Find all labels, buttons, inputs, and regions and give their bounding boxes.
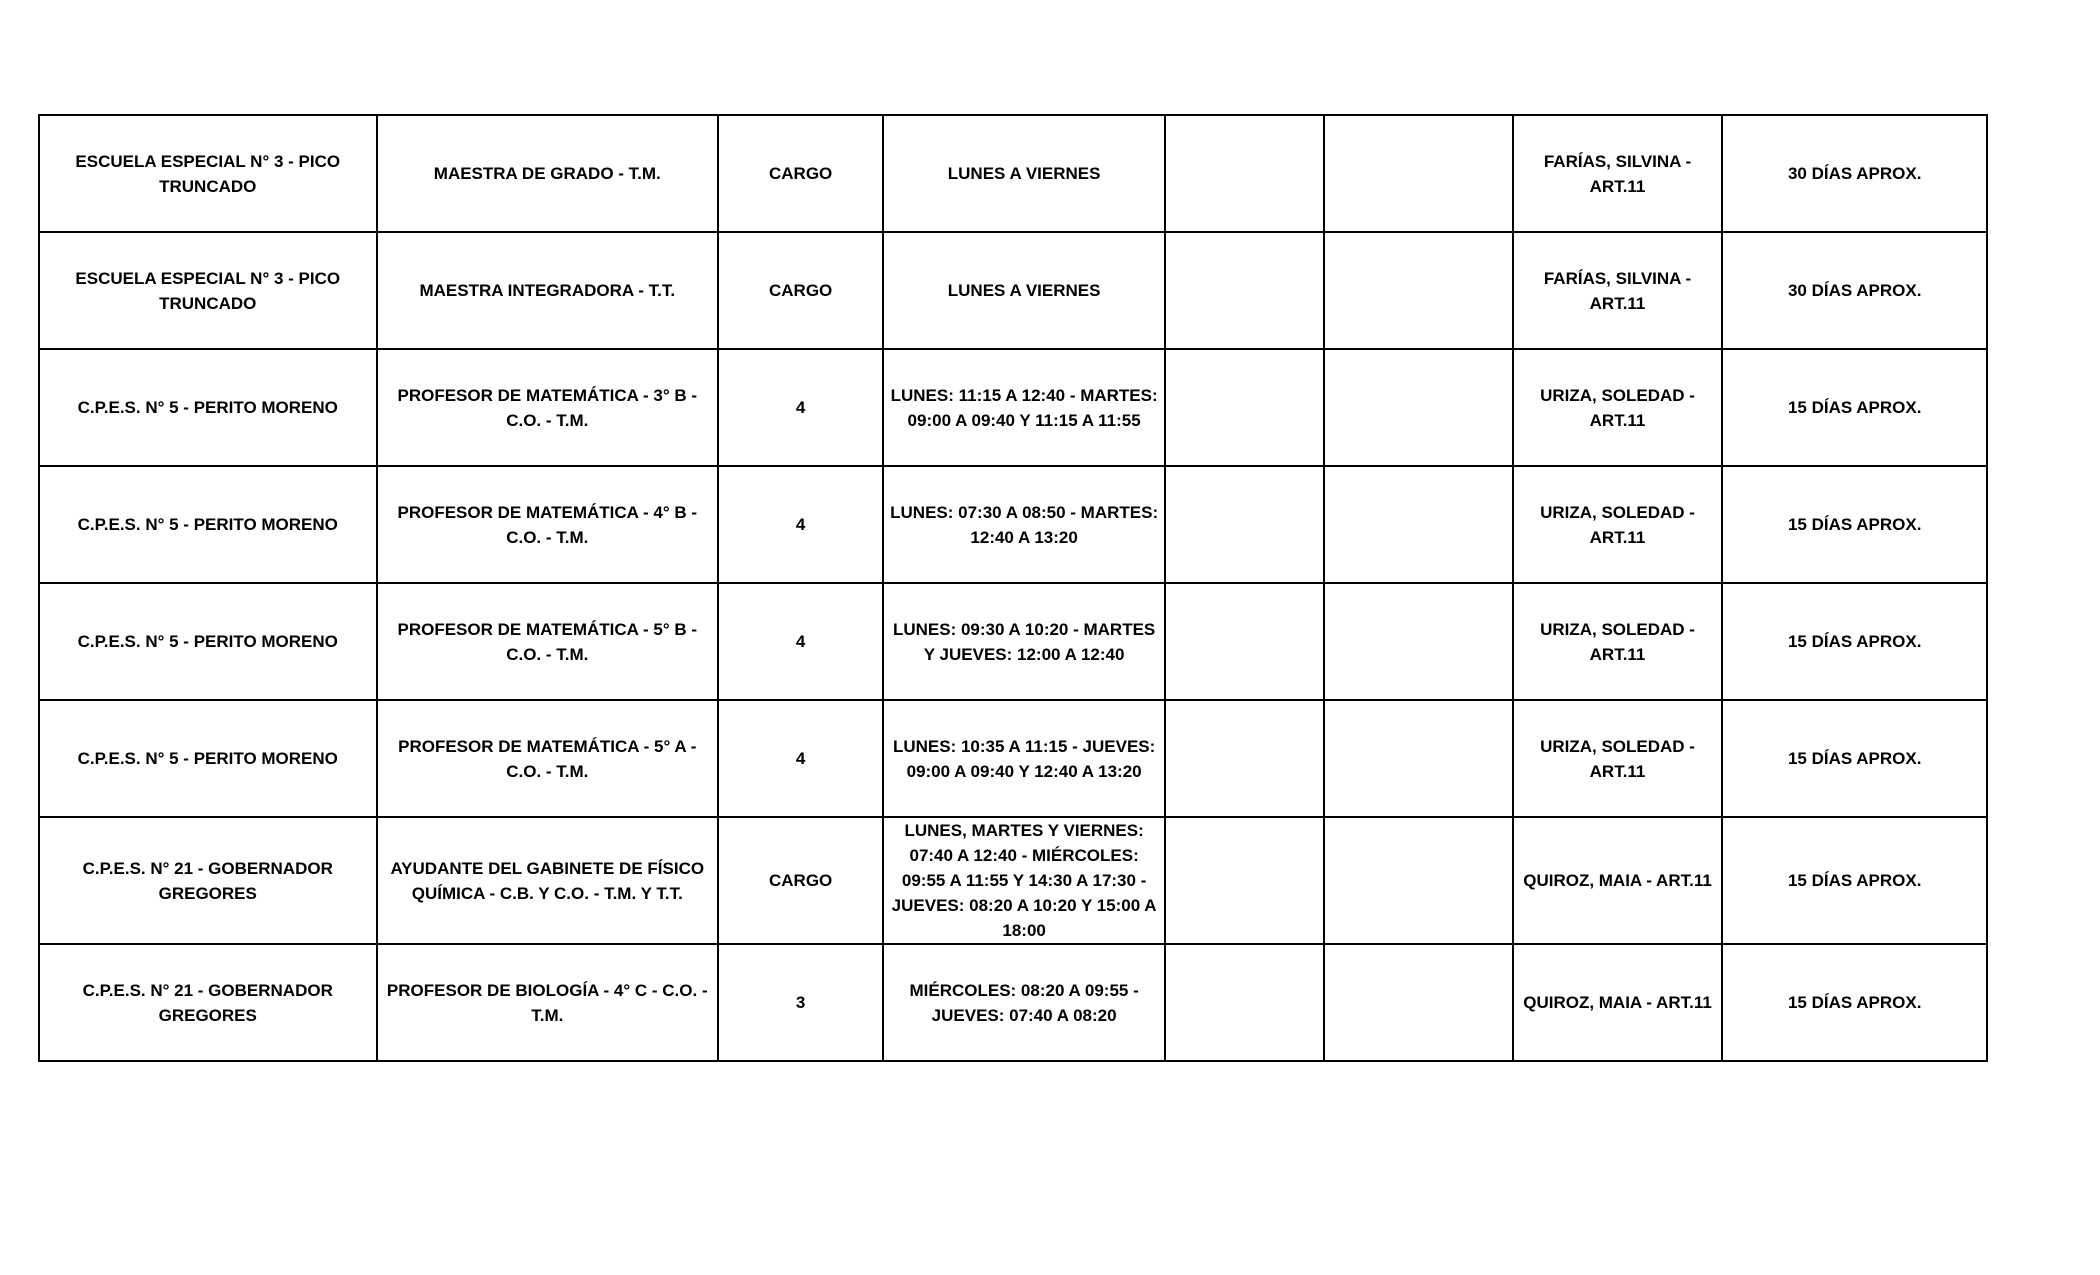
duration-cell: 15 DÍAS APROX. <box>1722 466 1987 583</box>
schedule-cell: LUNES: 10:35 A 11:15 - JUEVES: 09:00 A 09:40 Y 12:40 A 13:20 <box>883 700 1165 817</box>
hours-cell: 4 <box>718 349 883 466</box>
hours-cell: 4 <box>718 700 883 817</box>
duration-cell: 15 DÍAS APROX. <box>1722 944 1987 1061</box>
position-cell: PROFESOR DE MATEMÁTICA - 5° B - C.O. - T.M. <box>377 583 719 700</box>
position-cell: MAESTRA DE GRADO - T.M. <box>377 115 719 232</box>
empty-cell <box>1165 349 1324 466</box>
empty-cell <box>1324 349 1513 466</box>
school-cell: ESCUELA ESPECIAL N° 3 - PICO TRUNCADO <box>39 115 377 232</box>
table-row <box>39 700 1987 817</box>
duration-cell: 15 DÍAS APROX. <box>1722 700 1987 817</box>
table-row <box>39 349 1987 466</box>
schedule-cell: LUNES A VIERNES <box>883 115 1165 232</box>
school-cell: C.P.E.S. N° 21 - GOBERNADOR GREGORES <box>39 944 377 1061</box>
holder-cell: URIZA, SOLEDAD - ART.11 <box>1513 349 1723 466</box>
school-cell: C.P.E.S. N° 5 - PERITO MORENO <box>39 583 377 700</box>
holder-cell: QUIROZ, MAIA - ART.11 <box>1513 944 1723 1061</box>
schedule-cell: LUNES: 07:30 A 08:50 - MARTES: 12:40 A 13:20 <box>883 466 1165 583</box>
schedule-cell: LUNES: 11:15 A 12:40 - MARTES: 09:00 A 09:40 Y 11:15 A 11:55 <box>883 349 1165 466</box>
empty-cell <box>1324 232 1513 349</box>
duration-cell: 15 DÍAS APROX. <box>1722 817 1987 944</box>
school-cell: C.P.E.S. N° 5 - PERITO MORENO <box>39 700 377 817</box>
empty-cell <box>1324 583 1513 700</box>
hours-cell: 4 <box>718 466 883 583</box>
position-cell: PROFESOR DE MATEMÁTICA - 3° B - C.O. - T.M. <box>377 349 719 466</box>
empty-cell <box>1165 232 1324 349</box>
position-cell: PROFESOR DE MATEMÁTICA - 5° A - C.O. - T.M. <box>377 700 719 817</box>
empty-cell <box>1324 700 1513 817</box>
school-cell: C.P.E.S. N° 5 - PERITO MORENO <box>39 349 377 466</box>
school-cell: ESCUELA ESPECIAL N° 3 - PICO TRUNCADO <box>39 232 377 349</box>
school-cell: C.P.E.S. N° 5 - PERITO MORENO <box>39 466 377 583</box>
table-row <box>39 944 1987 1061</box>
empty-cell <box>1324 466 1513 583</box>
empty-cell <box>1165 944 1324 1061</box>
schedule-cell: MIÉRCOLES: 08:20 A 09:55 - JUEVES: 07:40 A 08:20 <box>883 944 1165 1061</box>
holder-cell: QUIROZ, MAIA - ART.11 <box>1513 817 1723 944</box>
table-row <box>39 466 1987 583</box>
empty-cell <box>1165 700 1324 817</box>
position-cell: PROFESOR DE BIOLOGÍA - 4° C - C.O. - T.M. <box>377 944 719 1061</box>
hours-cell: 3 <box>718 944 883 1061</box>
schedule-cell: LUNES: 09:30 A 10:20 - MARTES Y JUEVES: 12:00 A 12:40 <box>883 583 1165 700</box>
holder-cell: URIZA, SOLEDAD - ART.11 <box>1513 466 1723 583</box>
empty-cell <box>1165 115 1324 232</box>
duration-cell: 30 DÍAS APROX. <box>1722 115 1987 232</box>
empty-cell <box>1165 583 1324 700</box>
table-body <box>39 115 1987 1061</box>
hours-cell: CARGO <box>718 817 883 944</box>
empty-cell <box>1165 817 1324 944</box>
empty-cell <box>1324 115 1513 232</box>
empty-cell <box>1165 466 1324 583</box>
empty-cell <box>1324 944 1513 1061</box>
holder-cell: FARÍAS, SILVINA - ART.11 <box>1513 115 1723 232</box>
table-row <box>39 115 1987 232</box>
holder-cell: URIZA, SOLEDAD - ART.11 <box>1513 583 1723 700</box>
vacancies-table <box>38 114 1988 1062</box>
table-row <box>39 583 1987 700</box>
duration-cell: 15 DÍAS APROX. <box>1722 349 1987 466</box>
schedule-cell: LUNES A VIERNES <box>883 232 1165 349</box>
table-row <box>39 817 1987 944</box>
holder-cell: URIZA, SOLEDAD - ART.11 <box>1513 700 1723 817</box>
position-cell: PROFESOR DE MATEMÁTICA - 4° B - C.O. - T.M. <box>377 466 719 583</box>
schedule-cell: LUNES, MARTES Y VIERNES: 07:40 A 12:40 - MIÉRCOLES: 09:55 A 11:55 Y 14:30 A 17:30 - JUEVES: 08:20 A 10:20 Y 15:00 A 18:00 <box>883 817 1165 944</box>
empty-cell <box>1324 817 1513 944</box>
position-cell: MAESTRA INTEGRADORA - T.T. <box>377 232 719 349</box>
hours-cell: 4 <box>718 583 883 700</box>
holder-cell: FARÍAS, SILVINA - ART.11 <box>1513 232 1723 349</box>
hours-cell: CARGO <box>718 115 883 232</box>
school-cell: C.P.E.S. N° 21 - GOBERNADOR GREGORES <box>39 817 377 944</box>
table-row <box>39 232 1987 349</box>
duration-cell: 30 DÍAS APROX. <box>1722 232 1987 349</box>
position-cell: AYUDANTE DEL GABINETE DE FÍSICO QUÍMICA - C.B. Y C.O. - T.M. Y T.T. <box>377 817 719 944</box>
duration-cell: 15 DÍAS APROX. <box>1722 583 1987 700</box>
hours-cell: CARGO <box>718 232 883 349</box>
